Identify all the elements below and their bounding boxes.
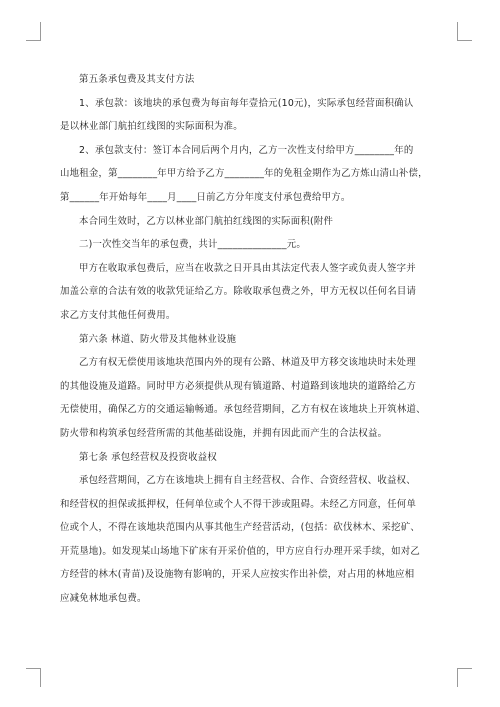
text-line: 的其他设施及道路。同时甲方必须提供从现有镇道路、村道路到该地块的道路给乙方: [60, 380, 417, 392]
crop-mark-top-left: [26, 22, 41, 41]
text-line: 无偿使用，确保乙方的交通运输畅通。承包经营期间，乙方有权在该地块上开筑林道、: [60, 404, 426, 416]
text-line: 第六条 林道、防火带及其他林业设施: [79, 333, 237, 345]
text-line: 二)一次性交当年的承包费，共计______________元。: [79, 239, 307, 251]
text-line: 承包经营期间，乙方在该地块上拥有自主经营权、合作、合资经营权、收益权、: [79, 475, 416, 487]
text-line: 防火带和构筑承包经营所需的其他基础设施，并拥有因此而产生的合法权益。: [60, 427, 388, 439]
text-line: 位或个人，不得在该地块范围内从事其他生产经营活动，(包括：砍伐林木、采挖矿、: [60, 522, 421, 534]
text-line: 应减免林地承包费。: [60, 593, 147, 605]
text-line: 第七条 承包经营权及投资收益权: [79, 451, 217, 463]
text-line: 开荒垦地)。如发现某山场地下矿床有开采价值的，甲方应自行办理开采手续，如对乙: [60, 545, 421, 557]
document-body: [60, 68, 445, 611]
text-line: 2、承包款支付：签订本合同后两个月内，乙方一次性支付给甲方________年的: [79, 144, 414, 156]
crop-mark-top-right: [457, 22, 472, 41]
text-line: 是以林业部门航拍红线图的实际面积为准。: [60, 121, 243, 133]
text-line: 山地租金，第________年甲方给予乙方________年的免租金期作为乙方炼山清山补偿，: [60, 168, 428, 180]
text-line: 第五条承包费及其支付方法: [79, 74, 195, 85]
text-line: 乙方有权无偿使用该地块范围内外的现有公路、林道及甲方移交该地块时未处理: [79, 357, 416, 369]
text-line: 加盖公章的合法有效的收款凭证给乙方。除收取承包费之外，甲方无权以任何名目请: [60, 286, 417, 298]
text-line: 甲方在收取承包费后，应当在收款之日开具由其法定代表人签字或负责人签字并: [79, 262, 416, 274]
text-line: 本合同生效时，乙方以林业部门航拍红线图的实际面积(附件: [79, 215, 334, 227]
text-line: 和经营权的担保或抵押权，任何单位或个人不得干涉或阻碍。未经乙方同意，任何单: [60, 498, 417, 510]
text-line: 求乙方支付其他任何费用。: [60, 309, 176, 321]
crop-mark-bottom-left: [26, 668, 41, 687]
text-line: 第______年开始每年____月____日前乙方分年度支付承包费给甲方。: [60, 191, 351, 203]
crop-mark-bottom-right: [457, 668, 472, 687]
text-line: 1、承包款：该地块的承包费为每亩每年壹拾元(10元)，实际承包经营面积确认: [79, 97, 414, 109]
text-line: 方经营的林木(青苗)及设施物有影响的，开采人应按实作出补偿，对占用的林地应相: [60, 569, 415, 581]
